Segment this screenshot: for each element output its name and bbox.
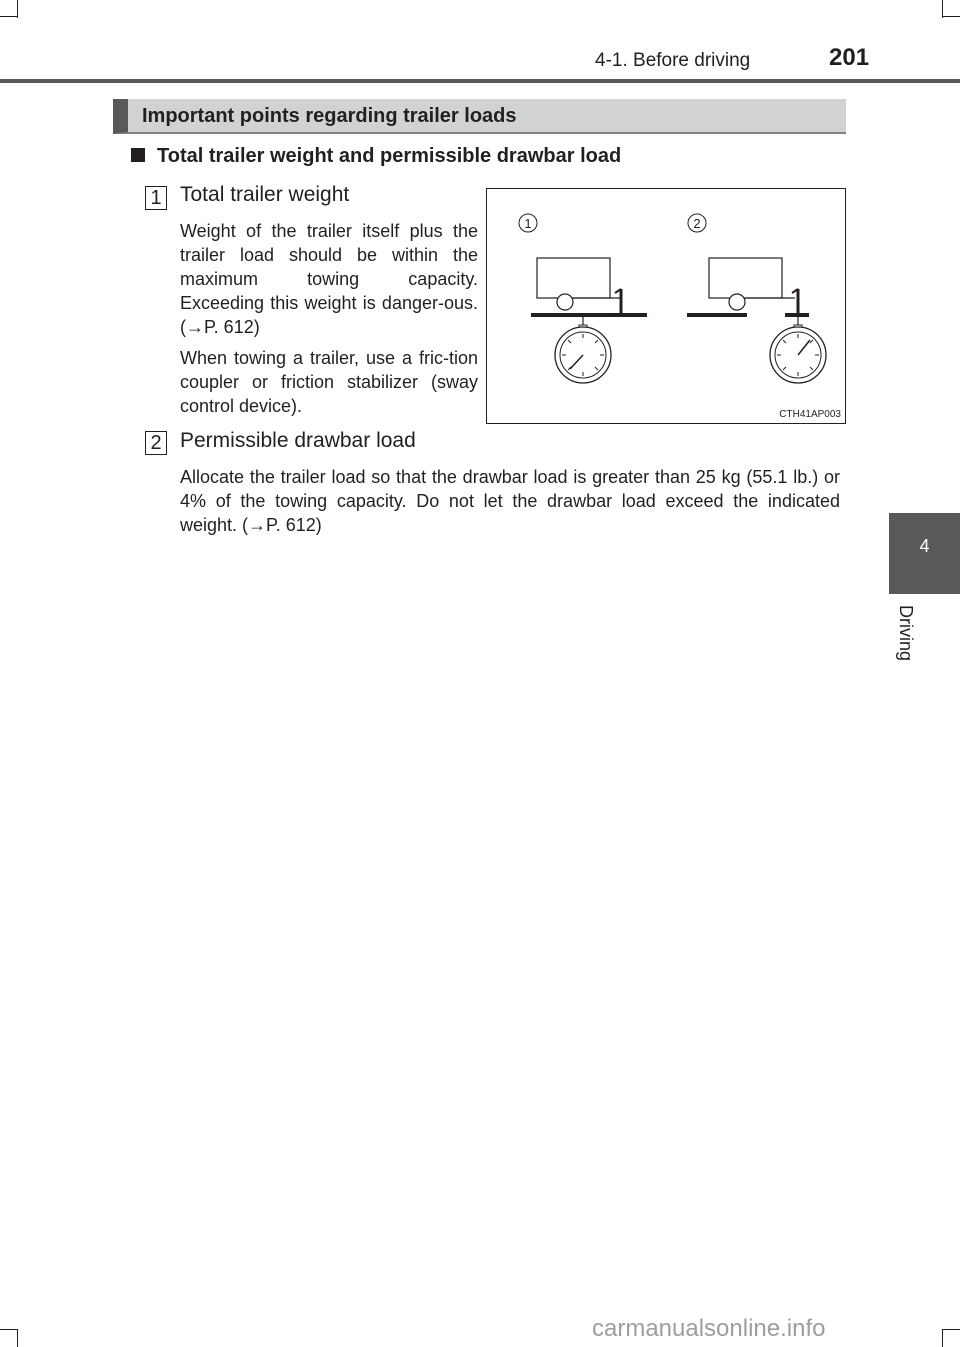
item-paragraph: Allocate the trailer load so that the drawbar load is greater than 25 kg (55.1 lb.) or 4% of the towing capacity. Do not let the drawbar load exceed the indicated weight. (→P. 612) (180, 467, 840, 535)
subsection-title: Total trailer weight and permissible drawbar load (157, 145, 622, 167)
subsection-heading (131, 145, 621, 168)
section-title: Important points regarding trailer loads (142, 105, 517, 127)
item-paragraph: Weight of the trailer itself plus the trailer load should be within the maximum towing capacity. Exceeding this weight is danger-ous. (→P. 612) (180, 221, 478, 337)
crop-mark (942, 1329, 943, 1347)
square-bullet-icon (131, 148, 145, 162)
figure-label-2 (688, 214, 706, 232)
figure-label-1 (519, 214, 537, 232)
item-title: Permissible drawbar load (180, 429, 416, 452)
section-header-bar (113, 99, 846, 134)
item-title: Total trailer weight (180, 183, 350, 206)
header-divider (0, 79, 960, 83)
trailer-load-figure (486, 188, 846, 424)
trailer-icon (531, 258, 647, 315)
crop-mark (0, 1329, 18, 1330)
item-number-badge: 1 (145, 186, 167, 210)
chapter-label: Driving (896, 605, 916, 662)
crop-mark (942, 1329, 960, 1330)
watermark: carmanualsonline.info (592, 1315, 826, 1342)
item-number-badge: 2 (145, 431, 167, 455)
item-paragraph: When towing a trailer, use a fric-tion coupler or friction stabilizer (sway control device). (180, 348, 478, 416)
page-number: 201 (829, 44, 870, 71)
crop-mark (0, 16, 18, 17)
chapter-number: 4 (919, 536, 930, 556)
header-section-title: 4-1. Before driving (595, 50, 751, 71)
crop-mark (17, 0, 18, 18)
svg-text:2: 2 (693, 216, 701, 231)
figure-code: CTH41AP003 (779, 409, 841, 420)
trailer-icon (687, 258, 809, 315)
scale-gauge-icon (555, 317, 611, 383)
chapter-tab[interactable] (889, 513, 960, 594)
svg-text:1: 1 (524, 216, 532, 231)
crop-mark (17, 1329, 18, 1347)
crop-mark (942, 16, 960, 17)
crop-mark (942, 0, 943, 18)
scale-gauge-icon (770, 317, 826, 383)
